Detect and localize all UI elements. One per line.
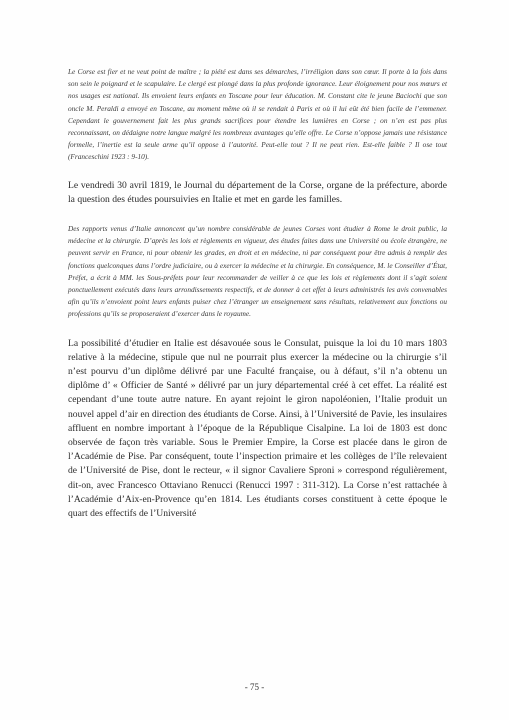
page-number: - 75 -	[244, 682, 265, 692]
block-quote-rapports: Des rapports venus d’Italie annoncent qu’un nombre considérable de jeunes Corses vont étudier à Rome le droit public, la médecine et la chirurgie. D’après les lois et règlements en vigueur, des études faites dans une Université ou école étrangère, ne peuvent servir en France, ni pour obtenir les grades, en droit et en médecine, ni par conséquent pour être admis à remplir des fonctions quelconques dans l’ordre judiciaire, ou à exercer la médecine et la chirurgie. En conséquence, M. le Conseiller d’État, Préfet, a écrit à MM. les Sous-préfets pour leur recommander de veiller à ce que les lois et règlements dont il s’agit soient ponctuellement exécutés dans leurs arrondissements respectifs, et de donner à cet effet à leurs administrés les avis convenables afin qu’ils n’envoient point leurs enfants puiser chez l’étranger un enseignement sans résultats, relativement aux fonctions ou professions qu’ils se proposeraient d’exercer dans le royaume.	[68, 224, 447, 319]
body-paragraph-journal: Le vendredi 30 avril 1819, le Journal du département de la Corse, organe de la préfecture, aborde la question des études poursuivies en Italie et met en garde les familles.	[68, 179, 447, 205]
block-quote-franceschini: Le Corse est fier et ne veut point de maître ; la piété est dans ses démarches, l’irréligion dans son cœur. Il porte à la fois dans son sein le poignard et le scapulaire. Le clergé est plongé dans la plus profonde ignorance. Leur éloignement pour nos mœurs et nos usages est national. Ils envoient leurs enfants en Toscane pour leur éducation. M. Constant cite le jeune Baciochi que son oncle M. Peraldi a envoyé en Toscane, au moment même où il se rendait à Paris et où il lui eût été bien facile de l’emmener. Cependant le gouvernement fait les plus grands sacrifices pour étendre les lumières en Corse ; on n’en est pas plus reconnaissant, on dédaigne notre langue malgré les nombreux avantages qu’elle offre. Le Corse n’oppose jamais une résistance formelle, l’inertie est la seule arme qu’il oppose à l’autorité. Peut-elle tout ? Il ne peut rien. Est-elle faible ? Il ose tout (Franceschini 1923 : 9-10).	[68, 67, 447, 162]
body-paragraph-consulat: La possibilité d’étudier en Italie est désavouée sous le Consulat, puisque la loi du 10 mars 1803 relative à la médecine, stipule que nul ne pourrait plus exercer la médecine ou la chirurgie s’il n’est pourvu d’un diplôme délivré par une Faculté française, ou à défaut, s’il n’a obtenu un diplôme d’ « Officier de Santé » délivré par un jury départemental créé à cet effet. La réalité est cependant d’une toute autre nature. En ayant rejoint le giron napoléonien, l’Italie produit un nouvel appel d’air en direction des étudiants de Corse. Ainsi, à l’Université de Pavie, les insulaires affluent en nombre important à l’époque de la République Cisalpine. La loi de 1803 est donc observée de façon très variable. Sous le Premier Empire, la Corse est placée dans le giron de l’Académie de Pise. Par conséquent, toute l’inspection primaire et les collèges de l’île relevaient de l’Université de Pise, dont le recteur, « il signor Cavaliere Sproni » correspond régulièrement, dit-on, avec Francesco Ottaviano Renucci (Renucci 1997 : 311-312). La Corse n’est rattachée à l’Académie d’Aix-en-Provence qu’en 1814. Les étudiants corses constituent à cette époque le quart des effectifs de l’Université	[68, 337, 447, 520]
